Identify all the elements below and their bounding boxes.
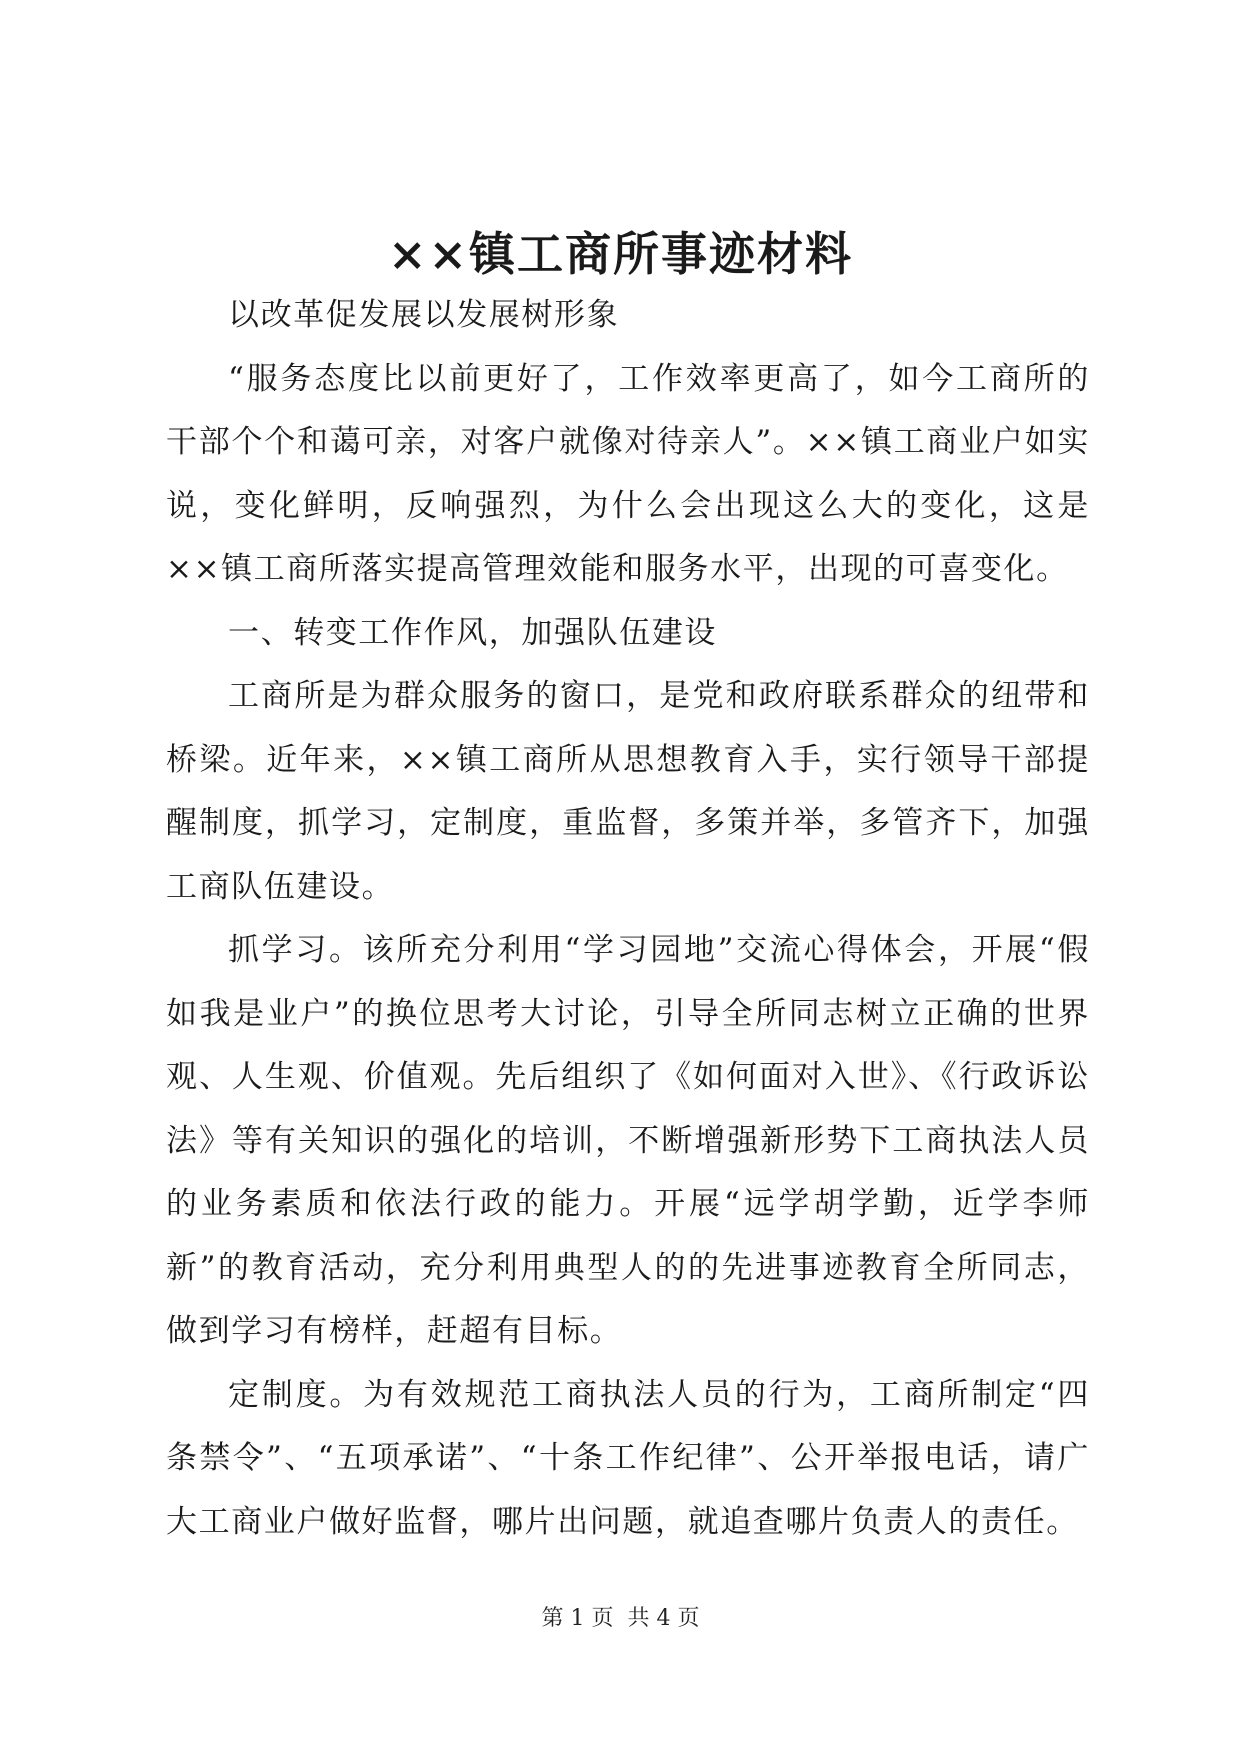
page-footer — [0, 1604, 1241, 1634]
paragraph-quote: “服务态度比以前更好了，工作效率更高了，如今工商所的干部个个和蔼可亲，对客户就像对待亲人”。××镇工商业户如实说，变化鲜明，反响强烈，为什么会出现这么大的变化，这是××镇工商所落实提高管理效能和服务水平，出现的可喜变化。 — [166, 360, 1090, 587]
document-title: ××镇工商所事迹材料 — [387, 227, 854, 281]
document-body — [166, 284, 1090, 1554]
paragraph-study: 抓学习。该所充分利用“学习园地”交流心得体会，开展“假如我是业户”的换位思考大讨论，引导全所同志树立正确的世界观、人生观、价值观。先后组织了《如何面对入世》、《行政诉讼法》等有关知识的强化的培训，不断增强新形势下工商执法人员的业务素质和依法行政的能力。开展“远学胡学勤，近学李师新”的教育活动，充分利用典型人的的先进事迹教育全所同志，做到学习有榜样，赶超有目标。 — [166, 932, 1090, 1349]
section-heading-1: 一、转变工作作风，加强队伍建设 — [228, 614, 717, 651]
page-number: 第 1 页 共 4 页 — [541, 1606, 700, 1631]
paragraph-rules: 定制度。为有效规范工商执法人员的行为，工商所制定“四条禁令”、“五项承诺”、“十条工作纪律”、公开举报电话，请广大工商业户做好监督，哪片出问题，就追查哪片负责人的责任。 — [166, 1376, 1090, 1540]
paragraph-intro: 工商所是为群众服务的窗口，是党和政府联系群众的纽带和桥梁。近年来，××镇工商所从思想教育入手，实行领导干部提醒制度，抓学习，定制度，重监督，多策并举，多管齐下，加强工商队伍建设。 — [166, 678, 1090, 905]
paragraph-subtitle: 以改革促发展以发展树形象 — [228, 297, 620, 333]
